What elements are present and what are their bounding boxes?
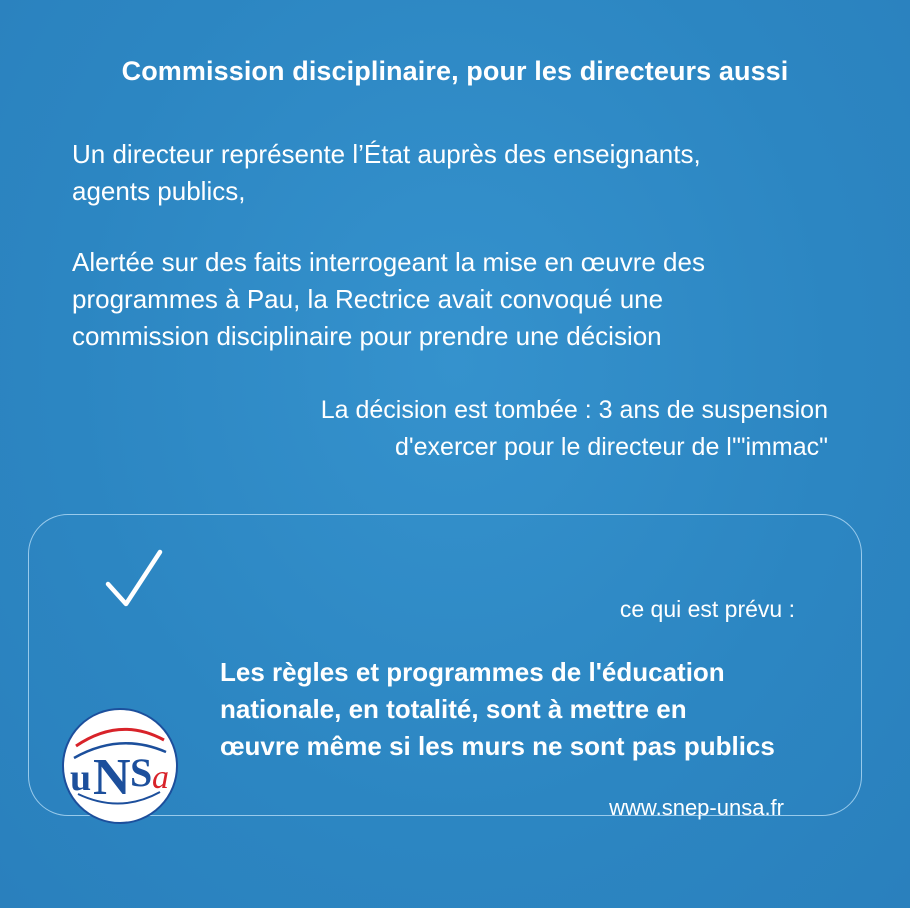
rules-line-1: Les règles et programmes de l'éducation: [220, 657, 725, 687]
context-line-3: commission disciplinaire pour prendre une décision: [72, 321, 662, 351]
rules-line-2: nationale, en totalité, sont à mettre en: [220, 694, 687, 724]
rules-line-3: œuvre même si les murs ne sont pas publics: [220, 731, 775, 761]
check-icon: [104, 548, 164, 610]
rules-statement: [220, 654, 840, 765]
unsa-logo: [60, 706, 180, 826]
context-line-2: programmes à Pau, la Rectrice avait convoqué une: [72, 284, 664, 314]
intro-paragraph: [72, 136, 832, 210]
svg-text:S: S: [130, 750, 153, 795]
planned-label: ce qui est prévu :: [619, 596, 795, 622]
decision-line-2: d'exercer pour le directeur de l'"immac": [394, 433, 828, 461]
intro-line-1: Un directeur représente l’État auprès des enseignants,: [72, 139, 701, 169]
website-url: www.snep-unsa.fr: [609, 795, 784, 820]
context-paragraph: [72, 244, 832, 355]
svg-text:u: u: [70, 757, 92, 799]
svg-text:N: N: [93, 749, 131, 806]
svg-text:a: a: [152, 759, 169, 796]
intro-line-2: agents publics,: [72, 176, 246, 206]
poster-title: Commission disciplinaire, pour les directeurs aussi: [121, 56, 789, 86]
context-line-1: Alertée sur des faits interrogeant la mise en œuvre des: [72, 247, 705, 277]
decision-line-1: La décision est tombée : 3 ans de suspension: [320, 396, 828, 424]
decision-paragraph: [188, 392, 828, 466]
